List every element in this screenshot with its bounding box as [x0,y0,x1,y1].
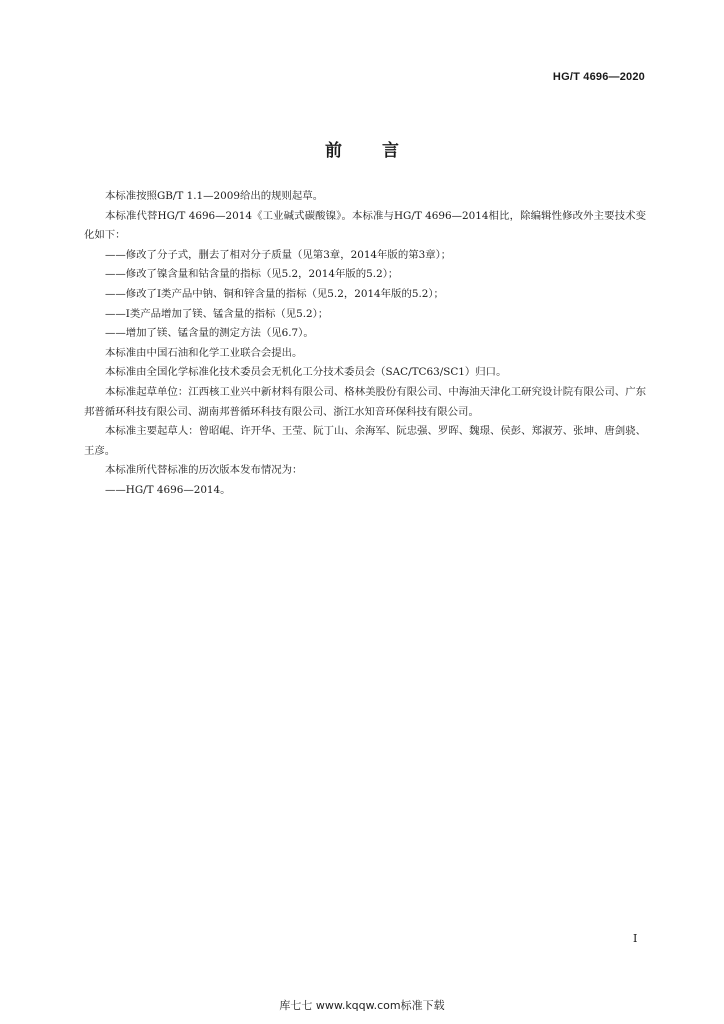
paragraph-centralized-by: 本标准由全国化学标准化技术委员会无机化工分技术委员会（SAC/TC63/SC1）归口。 [105,366,507,379]
change-item: ——修改了Ⅰ类产品中钠、铜和锌含量的指标（见5.2，2014年版的5.2）； [105,287,444,300]
title-char-2: 言 [382,141,399,161]
paragraph-replaces: 本标准代替HG/T 4696—2014《工业碱式碳酸镍》。本标准与HG/T 4696—2014相比，除编辑性修改外主要技术变化如下： [84,209,646,242]
foreword-body [84,187,646,501]
paragraph-proposed-by: 本标准由中国石油和化学工业联合会提出。 [105,346,303,359]
page-title [0,136,724,161]
paragraph-drafting-rules: 本标准按照GB/T 1.1—2009给出的规则起草。 [105,190,324,202]
history-item: ——HG/T 4696—2014。 [105,483,231,496]
change-item: ——修改了分子式，删去了相对分子质量（见第3章，2014年版的第3章）； [105,248,452,261]
change-item: ——修改了镍含量和钴含量的指标（见5.2，2014年版的5.2）； [105,268,399,281]
title-char-1: 前 [325,141,342,161]
paragraph-history: 本标准所代替标准的历次版本发布情况为： [105,464,303,477]
page-number: I [633,932,638,945]
change-item: ——增加了镁、锰含量的测定方法（见6.7）。 [105,327,314,340]
change-item: ——Ⅰ类产品增加了镁、锰含量的指标（见5.2）； [105,307,329,320]
paragraph-drafting-units: 本标准起草单位：江西核工业兴中新材料有限公司、格林美股份有限公司、中海油天津化工研究设计院有限公司、广东邦普循环科技有限公司、湖南邦普循环科技有限公司、浙江水知音环保科技有限公司。 [84,385,646,418]
site-watermark: 库七七 www.kqqw.com标准下载 [279,999,445,1012]
standard-code: HG/T 4696—2020 [552,71,645,83]
paragraph-drafters: 本标准主要起草人：曾昭崐、许开华、王莹、阮丁山、余海军、阮忠强、罗晖、魏璟、侯彭、郑淑芳、张坤、唐剑骁、王彦。 [84,425,646,457]
